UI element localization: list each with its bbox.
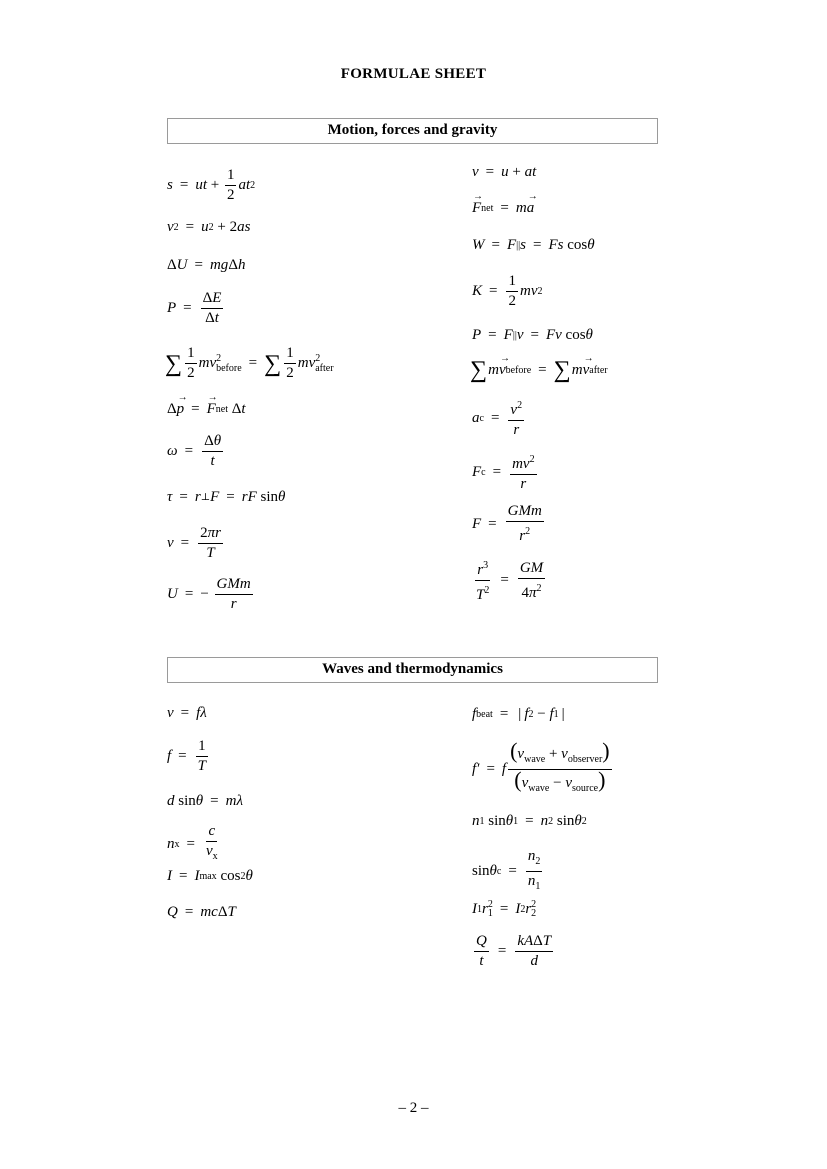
page-number: – 2 – bbox=[398, 1100, 429, 1116]
formula-frequency-period: f = $\frac{1}{T}$ bbox=[167, 738, 206, 774]
formula-momentum-conservation: ∑ m → v before = ∑ m → v after bbox=[470, 360, 608, 380]
formula-velocity-time: v = u + at bbox=[472, 164, 537, 180]
formula-impulse: Δ → p = → F net Δ t bbox=[167, 401, 246, 418]
formula-kinetic-energy: K = $\frac{1}{2}$ mv 2 bbox=[472, 273, 543, 309]
formula-refractive-index: n x = $\frac{c}{v_x}$ bbox=[167, 823, 218, 862]
formula-centripetal-force: F c = $\frac{mv^2}{r}$ bbox=[472, 451, 539, 493]
formula-doppler-effect: f′ = f $\frac{(v_{wave} + v_{observer})}{(v_{wave} - v_{source})}$ bbox=[472, 738, 610, 794]
formula-keplers-third-law: $\frac{r^3}{T^2}$ = $\frac{GM}{4\pi^2}$ bbox=[472, 557, 547, 604]
section-header-motion: Motion, forces and gravity bbox=[167, 118, 658, 144]
formula-inverse-square-law: I 1 r 2 1 = I 2 r 2 2 bbox=[472, 899, 537, 919]
formula-potential-energy-change: Δ U = mg Δ h bbox=[167, 257, 246, 273]
page-title: FORMULAE SHEET bbox=[340, 66, 487, 82]
section-header-waves: Waves and thermodynamics bbox=[167, 657, 658, 683]
formula-work: W = F || s = Fs cos θ bbox=[472, 237, 595, 253]
formula-kinetic-energy-conservation: ∑ $\frac{1}{2}$ mv 2 before = ∑ $\frac{1}{2}$ mv 2 after bbox=[165, 345, 334, 381]
formula-power-force: P = F || v = Fv cos θ bbox=[472, 327, 593, 343]
formula-velocity-squared: v 2 = u 2 + 2 as bbox=[167, 219, 251, 235]
formula-torque: τ = r ⊥ F = rF sin θ bbox=[167, 489, 286, 505]
formula-displacement: s = ut + $\frac{1}{2}$ at 2 bbox=[167, 167, 256, 203]
formula-diffraction-grating: d sin θ = mλ bbox=[167, 793, 243, 809]
formula-newtons-second-law: → F net = m → a bbox=[472, 200, 534, 217]
formula-gravitational-potential-energy: U = − $\frac{\text{GMm}}{r}$ bbox=[167, 576, 251, 612]
formula-orbital-speed: v = $\frac{2\pi r}{T}$ bbox=[167, 525, 221, 561]
formula-centripetal-acceleration: a c = $\frac{v^2}{r}$ bbox=[472, 397, 526, 439]
formula-angular-velocity: ω = $\frac{\Delta\theta}{t}$ bbox=[167, 433, 222, 469]
formula-snells-law: n 1 sin θ 1 = n 2 sin θ 2 bbox=[472, 813, 587, 829]
formula-power-energy: P = $\frac{\Delta E}{\Delta t}$ bbox=[167, 290, 222, 326]
formula-beat-frequency: f beat = | f 2 − f 1 | bbox=[472, 706, 565, 722]
formula-critical-angle: sin θ c = $\frac{n_2}{n_1}$ bbox=[472, 848, 541, 892]
formula-thermal-conduction: $\frac{Q}{t}$ = $\frac{\text{kAΔT}}{d}$ bbox=[476, 933, 552, 969]
formula-gravitational-force: F = $\frac{\text{GMm}}{r^2}$ bbox=[472, 503, 542, 544]
formula-malus-law: I = I max cos 2 θ bbox=[167, 868, 253, 884]
formula-wave-speed: v = fλ bbox=[167, 705, 207, 721]
formula-specific-heat: Q = mc Δ T bbox=[167, 904, 236, 920]
